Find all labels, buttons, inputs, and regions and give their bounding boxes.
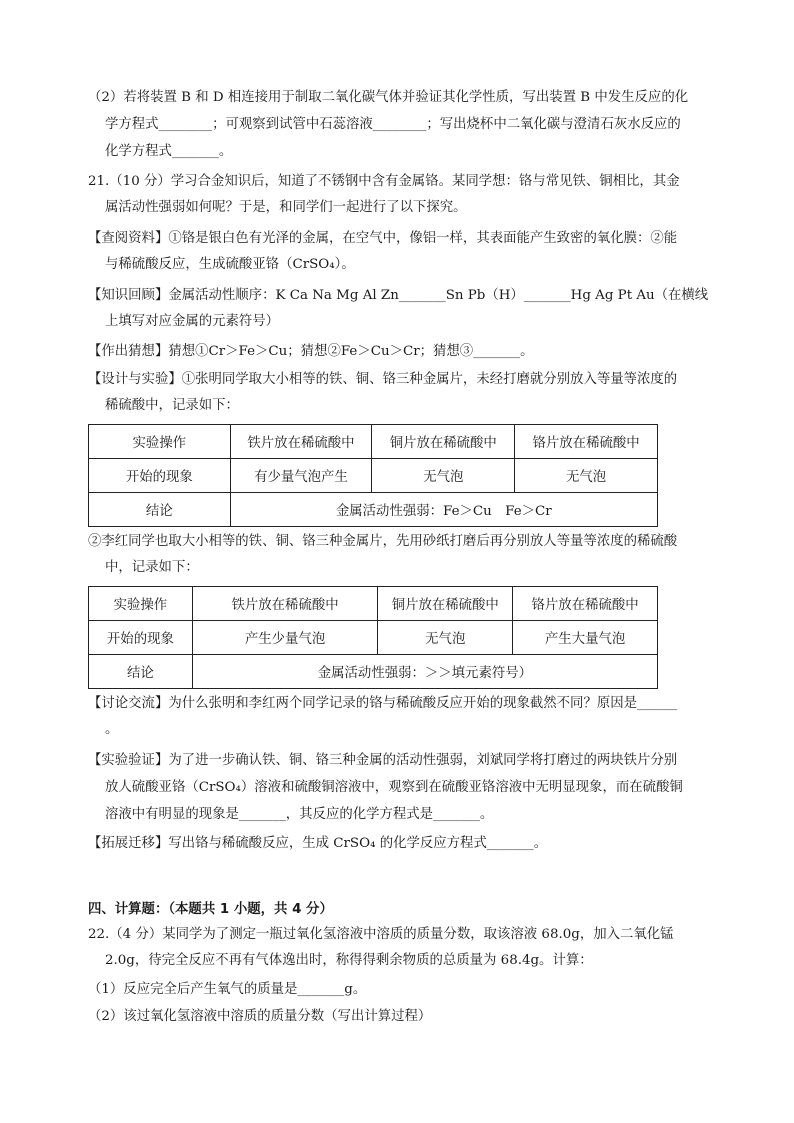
q21-discussion-1: 【讨论交流】为什么张明和李红两个同学记录的铬与稀硫酸反应开始的现象截然不同？原因是______: [88, 696, 678, 711]
table-cell: 有少量气泡产生: [230, 459, 372, 493]
q21-design-2: 稀硫酸中，记录如下：: [105, 398, 239, 413]
table-cell: 结论: [89, 655, 193, 689]
q21-knowledge-2: 上填写对应金属的元素符号）: [105, 314, 280, 329]
table-row: [89, 425, 658, 459]
table-cell: 铜片放在稀硫酸中: [372, 425, 515, 459]
experiment-table-2: [88, 586, 658, 689]
q21-reference-1: 【查阅资料】①铬是银白色有光泽的金属，在空气中，像铝一样，其表面能产生致密的氧化膜：②能: [88, 231, 678, 246]
table-cell-conclusion: 金属活动性强弱：Fe＞Cu Fe＞Cr: [230, 493, 657, 527]
q21-extension: 【拓展迁移】写出铬与稀硫酸反应，生成 CrSO₄ 的化学反应方程式_______。: [88, 836, 548, 851]
q21-design-1: 【设计与实验】①张明同学取大小相等的铁、铜、铬三种金属片，未经打磨就分别放入等量等浓度的: [88, 372, 678, 387]
table-cell: 铬片放在稀硫酸中: [515, 425, 658, 459]
q21-verification-1: 【实验验证】为了进一步确认铁、铜、铬三种金属的活动性强弱，刘斌同学将打磨过的两块铁片分别: [88, 753, 678, 768]
table-cell: 无气泡: [372, 459, 515, 493]
table-cell: 无气泡: [515, 459, 658, 493]
q21-verification-3: 溶液中有明显的现象是_______，其反应的化学方程式是_______。: [105, 807, 494, 822]
section-title: 四、计算题：（本题共 1 小题，共 4 分）: [88, 902, 333, 917]
q21-discussion-2: 。: [105, 722, 119, 737]
q21-line-1: 21.（10 分）学习合金知识后，知道了不锈钢中含有金属铬。某同学想：铬与常见铁、铜相比，其金: [88, 174, 680, 189]
q22-subquestion-1: （1）反应完全后产生氧气的质量是_______g。: [88, 982, 367, 997]
q20-line-2: 学方程式________；可观察到试管中石蕊溶液________；写出烧杯中二氧化碳与澄清石灰水反应的: [105, 117, 681, 132]
table-cell: 产生大量气泡: [513, 621, 658, 655]
table-cell: 铁片放在稀硫酸中: [230, 425, 372, 459]
q21-reference-2: 与稀硫酸反应，生成硫酸亚铬（CrSO₄）。: [105, 257, 355, 272]
q20-line-3: 化学方程式_______。: [105, 144, 233, 159]
q21-verification-2: 放人硫酸亚铬（CrSO₄）溶液和硫酸铜溶液中，观察到在硫酸亚铬溶液中无明显现象，而在硫酸铜: [105, 780, 683, 795]
table-row: [89, 655, 658, 689]
table-row: [89, 587, 658, 621]
table-cell: 铜片放在稀硫酸中: [378, 587, 513, 621]
table-cell: 铬片放在稀硫酸中: [513, 587, 658, 621]
q21-design-4: 中，记录如下：: [105, 560, 199, 575]
table-row: [89, 621, 658, 655]
table-cell: 铁片放在稀硫酸中: [192, 587, 378, 621]
table-cell-conclusion: 金属活动性强弱：＞＞填元素符号）: [192, 655, 657, 689]
table-cell: 实验操作: [89, 587, 193, 621]
table-row: [89, 493, 658, 527]
q22-line-1: 22.（4 分）某同学为了测定一瓶过氧化氢溶液中溶质的质量分数，取该溶液 68.0g，加入二氧化锰: [88, 927, 674, 942]
q22-line-2: 2.0g，待完全反应不再有气体逸出时，称得得剩余物质的总质量为 68.4g。计算：: [105, 953, 593, 968]
q20-line-1: （2）若将装置 B 和 D 相连接用于制取二氧化碳气体并验证其化学性质，写出装置 B 中发生反应的化: [88, 90, 689, 105]
experiment-table-1: [88, 424, 658, 527]
table-cell: 结论: [89, 493, 231, 527]
q21-knowledge-1: 【知识回顾】金属活动性顺序：K Ca Na Mg Al Zn_______Sn Pb（H）_______Hg Ag Pt Au（在横线: [88, 288, 709, 303]
table-row: [89, 459, 658, 493]
table-cell: 开始的现象: [89, 621, 193, 655]
q21-design-3: ②李红同学也取大小相等的铁、铜、铬三种金属片，先用砂纸打磨后再分别放人等量等浓度的稀硫酸: [88, 534, 678, 549]
table-cell: 产生少量气泡: [192, 621, 378, 655]
q21-hypothesis: 【作出猜想】猜想①Cr＞Fe＞Cu；猜想②Fe＞Cu＞Cr；猜想③_______。: [88, 344, 534, 359]
table-cell: 开始的现象: [89, 459, 231, 493]
q21-line-2: 属活动性强弱如何呢？于是，和同学们一起进行了以下探究。: [105, 200, 467, 215]
table-cell: 无气泡: [378, 621, 513, 655]
table-cell: 实验操作: [89, 425, 231, 459]
q22-subquestion-2: （2）该过氧化氢溶液中溶质的质量分数（写出计算过程）: [88, 1009, 432, 1024]
